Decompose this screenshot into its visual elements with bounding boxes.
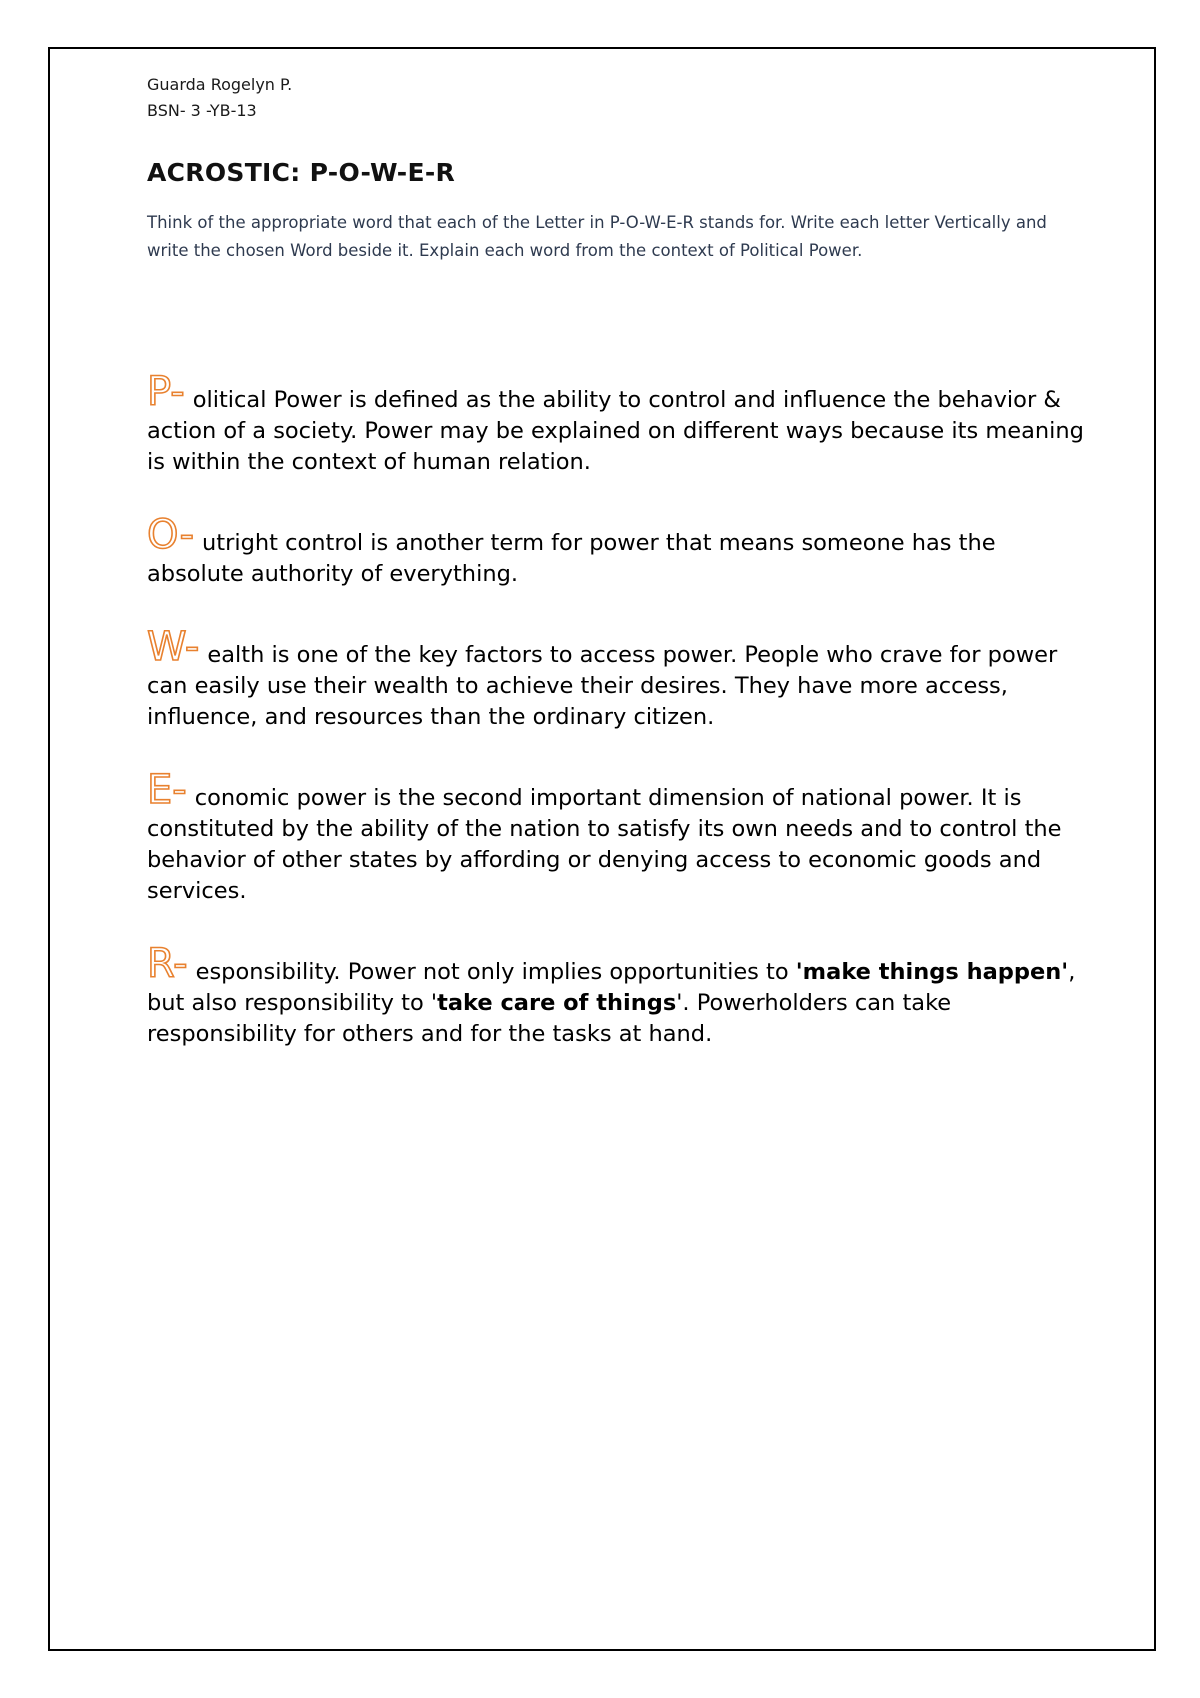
entry-text: ealth is one of the key factors to access power. People who crave for power can easily use their wealth to achieve their desires. They have more access, influence, and resources than the ordinary citizen. — [147, 642, 1058, 730]
entry-text: olitical Power is defined as the ability to control and influence the behavior & action of a society. Power may be explained on different ways because its meaning is within the context of human relation. — [147, 387, 1084, 475]
acrostic-letter: E- — [147, 767, 187, 813]
acrostic-entry-p — [147, 369, 1087, 478]
acrostic-entry-w — [147, 624, 1087, 733]
student-section: BSN- 3 -YB-13 — [147, 101, 257, 120]
acrostic-letter: W- — [147, 624, 200, 670]
acrostic-letter: R- — [147, 941, 188, 987]
entry-text: '. Powerholders can take responsibility for others and for the tasks at hand. — [147, 990, 952, 1047]
student-name: Guarda Rogelyn P. — [147, 75, 293, 94]
entry-text: conomic power is the second important dimension of national power. It is constituted by the ability of the nation to satisfy its own needs and to control the behavior of other states by affording or denying access to economic goods and services. — [147, 785, 1062, 904]
acrostic-entry-e — [147, 767, 1087, 907]
entry-bold-phrase: take care of things — [437, 990, 677, 1016]
acrostic-entry-o — [147, 512, 1087, 590]
acrostic-letter: O- — [147, 512, 195, 558]
document-body — [147, 72, 1087, 1092]
acrostic-entry-r — [147, 941, 1087, 1050]
entry-text: , but also responsibility to ' — [147, 959, 1076, 1016]
acrostic-letter: P- — [147, 369, 185, 415]
entry-text: esponsibility. Power not only implies opportunities to — [195, 959, 796, 985]
document-title: ACROSTIC: P-O-W-E-R — [147, 158, 456, 187]
instructions: Think of the appropriate word that each of the Letter in P-O-W-E-R stands for. Write each letter Vertically and write the chosen Word beside it. Explain each word from the context of Political Power. — [147, 213, 1047, 260]
entry-bold-phrase: 'make things happen' — [795, 959, 1069, 985]
acrostic-entries — [147, 369, 1087, 1050]
entry-text: utright control is another term for power that means someone has the absolute authority of everything. — [147, 530, 996, 587]
